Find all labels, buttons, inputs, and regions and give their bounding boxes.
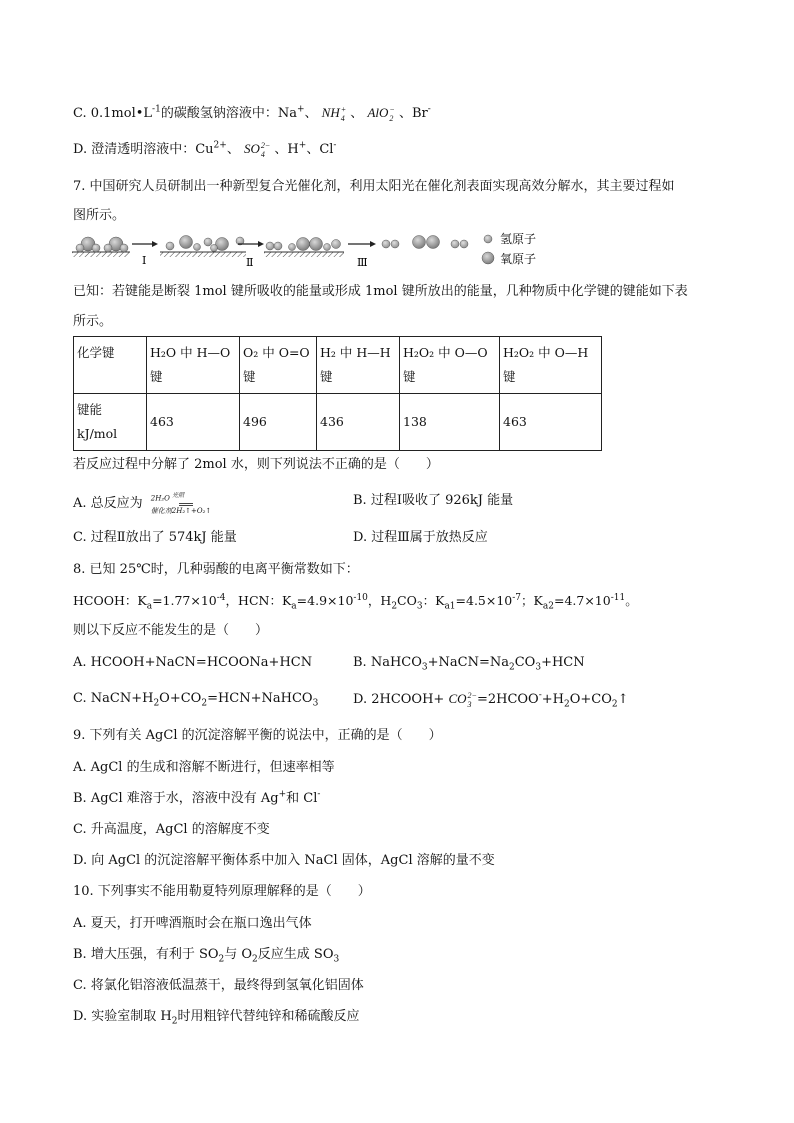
q8-constants <box>73 592 638 610</box>
q8-ka1-exp: -7 <box>512 592 522 603</box>
q8-hcn: ，HCN：K <box>225 593 292 608</box>
q7-known-line1: 已知：若键能是断裂 1mol 键所吸收的能量或形成 1mol 键所放出的能量，几种物质中化学键的键能如下表 <box>73 284 688 299</box>
q8-hcn-exp: -10 <box>353 592 368 603</box>
q7-process-diagram <box>72 230 552 268</box>
header-2-l2: 键 <box>320 369 333 384</box>
q6-d-ion-sub: 4 <box>260 150 265 160</box>
table-header-cell <box>317 337 400 394</box>
q7-known-line2: 所示。 <box>73 314 113 329</box>
q8-c-sub3: 3 <box>312 698 319 709</box>
q10-option-d <box>73 1008 359 1026</box>
q6-c-unit-sup: -1 <box>152 104 161 115</box>
q8-ka1-val: =4.5×10 <box>455 593 513 608</box>
q9-option-d: D. 向 AgCl 的沉淀溶解平衡体系中加入 NaCl 固体，AgCl 溶解的量不变 <box>73 853 495 868</box>
q6-c-text: 的碳酸氢钠溶液中：Na <box>160 106 297 121</box>
q10-b-sub1: 2 <box>218 954 225 965</box>
q9-option-b <box>73 790 320 808</box>
legend-h-label: 氢原子 <box>500 232 537 246</box>
q8-hcooh-val: =1.77×10 <box>152 593 217 608</box>
oxygen-atom-legend-icon <box>482 252 494 264</box>
q6-c-ion1: NH <box>321 105 340 120</box>
q8-d-ion-co3 <box>448 691 477 710</box>
q10-b-sub2: 2 <box>252 954 258 965</box>
table-cell: 436 <box>317 394 400 451</box>
q6-c-sep1: 、 <box>304 106 318 121</box>
header-1-l1: O₂ 中 O=O <box>243 345 310 360</box>
q8-b-sub2: 2 <box>508 662 515 673</box>
q10-d-1: D. 实验室制取 H <box>73 1009 172 1024</box>
q6-d-ion-so4 <box>243 141 271 160</box>
q7-option-d: D. 过程Ⅲ属于放热反应 <box>353 530 488 545</box>
q8-d-sub2: 2 <box>611 699 618 710</box>
q10-stem: 10. 下列事实不能用勒夏特列原理解释的是（ ） <box>73 884 371 899</box>
q9-b-sup1: + <box>278 789 287 800</box>
q9-option-a: A. AgCl 的生成和溶解不断进行，但速率相等 <box>73 760 335 775</box>
q9-b-sup2: - <box>317 789 321 800</box>
header-3-l1: H₂O₂ 中 O—O <box>403 345 488 360</box>
q7-a-eq-top: 2H₂O <box>150 494 170 503</box>
q8-d-ion-sup: 2− <box>467 691 477 701</box>
q6-c-prefix: C. 0.1mol•L <box>73 106 153 121</box>
q8-d-3: +H <box>541 692 564 707</box>
q7-a-eq-bottom: 催化剂2H₂↑+O₂↑ <box>150 507 212 516</box>
intermediate-atoms <box>166 236 244 252</box>
q6-c-ion-nh4 <box>321 105 347 124</box>
q10-option-a: A. 夏天，打开啤酒瓶时会在瓶口逸出气体 <box>73 916 312 931</box>
q8-hcooh: HCOOH：K <box>73 593 147 608</box>
step-1-label: Ⅰ <box>142 254 147 267</box>
bond-energy-table <box>73 336 602 451</box>
legend-o-label: 氧原子 <box>500 252 537 266</box>
q8-ka2-exp: -11 <box>610 592 626 603</box>
table-cell: 138 <box>400 394 500 451</box>
q6-c-sep2: 、 <box>350 106 364 121</box>
q8-ka2: ；K <box>521 593 543 608</box>
table-header-cell <box>500 337 602 394</box>
q7-a-equation <box>151 492 212 515</box>
q8-d-2: =2HCOO <box>476 692 539 707</box>
q6-d-prefix: D. 澄清透明溶液中：Cu <box>73 142 214 157</box>
step-2-label: Ⅱ <box>246 256 254 268</box>
q9-b-1: B. AgCl 难溶于水，溶液中没有 Ag <box>73 791 279 806</box>
q9-option-c: C. 升高温度，AgCl 的溶解度不变 <box>73 822 270 837</box>
q6-d-cl-sup: - <box>333 140 337 151</box>
diagram-legend <box>482 232 536 266</box>
table-cell: 496 <box>240 394 317 451</box>
q8-option-c <box>73 690 318 708</box>
q8-b-1: B. NaHCO <box>353 655 422 670</box>
q8-c-3: =HCN+NaHCO <box>207 691 313 706</box>
q6-d-sep2: 、H <box>274 142 299 157</box>
q6-d-cu-sup: 2+ <box>213 140 227 151</box>
q8-b-4: +HCN <box>541 655 585 670</box>
catalyst-surface-3 <box>264 252 344 257</box>
header-2-l1: H₂ 中 H—H <box>320 345 391 360</box>
q8-h2co3: ，H <box>367 593 392 608</box>
q8-option-d <box>353 690 629 709</box>
q8-hcooh-sub: a <box>146 601 153 612</box>
row-label-l2: kJ/mol <box>77 426 118 441</box>
q6-c-ion1-sup: + <box>340 105 347 115</box>
q8-hcn-val: =4.9×10 <box>296 593 354 608</box>
q8-h2co3-sub2: 3 <box>416 601 423 612</box>
q7-a-eq-equals <box>179 503 193 506</box>
q6-c-na-sup: + <box>296 104 305 115</box>
step-3-label: Ⅲ <box>357 256 368 268</box>
header-4-l2: 键 <box>503 369 516 384</box>
q8-ka1-sub: a1 <box>444 601 456 612</box>
q7-stem-line1: 7. 中国研究人员研制出一种新型复合光催化剂，利用太阳光在催化剂表面实现高效分解水，其主要过程如 <box>73 179 675 194</box>
q8-b-sub1: 3 <box>421 662 428 673</box>
q10-b-sub3: 3 <box>333 954 340 965</box>
q8-h2co3-b: CO <box>397 593 417 608</box>
q8-d-1: D. 2HCOOH+ <box>353 692 445 707</box>
q6-option-d <box>73 140 336 159</box>
q8-d-sup: - <box>538 690 542 701</box>
q8-option-a: A. HCOOH+NaCN=HCOONa+HCN <box>73 655 313 670</box>
table-cell: 463 <box>147 394 240 451</box>
q7-stem-line2: 图所示。 <box>73 208 126 223</box>
catalyst-surface-1 <box>72 252 130 257</box>
q10-b-1: B. 增大压强，有利于 SO <box>73 947 219 962</box>
table-header-label: 化学键 <box>74 337 147 394</box>
q6-option-c <box>73 104 431 123</box>
q6-c-ion2: AlO <box>367 105 389 120</box>
q7-option-b: B. 过程Ⅰ吸收了 926kJ 能量 <box>353 493 514 508</box>
q10-option-c: C. 将氯化铝溶液低温蒸干，最终得到氢氧化铝固体 <box>73 978 364 993</box>
table-row-label <box>74 394 147 451</box>
q6-c-ion-alo2 <box>367 105 395 124</box>
header-4-l1: H₂O₂ 中 O—H <box>503 345 589 360</box>
q7-question: 若反应过程中分解了 2mol 水，则下列说法不正确的是（ ） <box>73 457 439 472</box>
products <box>382 236 468 249</box>
q8-hcooh-exp: -4 <box>216 592 226 603</box>
q6-c-ion2-sub: 2 <box>389 114 394 124</box>
q8-stem: 8. 已知 25℃时，几种弱酸的电离平衡常数如下： <box>73 562 359 577</box>
catalyst-surface-2 <box>160 252 246 257</box>
q8-b-sub3: 3 <box>535 662 542 673</box>
q8-b-2: +NaCN=Na <box>427 655 509 670</box>
q8-ka1: ：K <box>422 593 445 608</box>
q8-c-sub2: 2 <box>201 698 208 709</box>
q8-c-sub1: 2 <box>153 698 160 709</box>
q9-stem: 9. 下列有关 AgCl 的沉淀溶解平衡的说法中，正确的是（ ） <box>73 728 442 743</box>
header-0-l2: 键 <box>150 369 163 384</box>
q8-hcn-sub: a <box>291 601 297 612</box>
q7-option-c: C. 过程Ⅱ放出了 574kJ 能量 <box>73 530 237 545</box>
q8-h2co3-sub: 2 <box>391 601 398 612</box>
q8-d-ion-sub: 3 <box>467 700 472 710</box>
q8-d-ion: CO <box>448 691 467 706</box>
row-label-l1: 键能 <box>77 402 103 417</box>
q6-c-br-sup: - <box>427 104 431 115</box>
q6-c-ion1-sub: 4 <box>340 114 345 124</box>
header-0-l1: H₂O 中 H—O <box>150 345 231 360</box>
q6-d-h-sup: + <box>298 140 307 151</box>
table-cell: 463 <box>500 394 602 451</box>
q8-d-5: ↑ <box>617 692 629 707</box>
q8-end: 。 <box>625 593 638 608</box>
q10-d-sub: 2 <box>171 1016 178 1027</box>
header-3-l2: 键 <box>403 369 416 384</box>
q8-c-1: C. NaCN+H <box>73 691 154 706</box>
q7-a-eq-condition: 光照 <box>172 492 185 499</box>
q6-c-ion2-sup: − <box>389 105 395 115</box>
q6-d-ion-sup: 2− <box>260 141 271 151</box>
table-header-cell <box>400 337 500 394</box>
table-header-cell <box>147 337 240 394</box>
header-1-l2: 键 <box>243 369 256 384</box>
q6-d-ion: SO <box>243 141 260 156</box>
q10-d-2: 时用粗锌代替纯锌和稀硫酸反应 <box>177 1009 360 1024</box>
q8-b-3: CO <box>514 655 536 670</box>
h2-and-h2o2 <box>266 238 341 251</box>
q8-ka2-sub: a2 <box>542 601 554 612</box>
q8-question: 则以下反应不能发生的是（ ） <box>73 623 269 638</box>
table-header-row <box>74 337 602 394</box>
water-molecules <box>76 237 128 252</box>
q8-c-2: O+CO <box>159 691 202 706</box>
q6-d-sep3: 、Cl <box>306 142 334 157</box>
q6-c-sep3: 、Br <box>398 106 428 121</box>
q10-b-2: 与 O <box>224 947 253 962</box>
q10-b-3: 反应生成 SO <box>257 947 334 962</box>
q10-option-b <box>73 946 339 964</box>
q8-d-sub1: 2 <box>563 699 570 710</box>
q7-option-a <box>73 492 211 515</box>
table-row <box>74 394 602 451</box>
q8-ka2-val: =4.7×10 <box>553 593 611 608</box>
q8-d-4: O+CO <box>569 692 612 707</box>
table-header-cell <box>240 337 317 394</box>
q8-option-b <box>353 654 585 672</box>
q9-b-2: 和 Cl <box>286 791 318 806</box>
q6-d-sep1: 、 <box>226 142 240 157</box>
q7-a-prefix: A. 总反应为 <box>73 496 143 512</box>
hydrogen-atom-legend-icon <box>484 235 492 243</box>
